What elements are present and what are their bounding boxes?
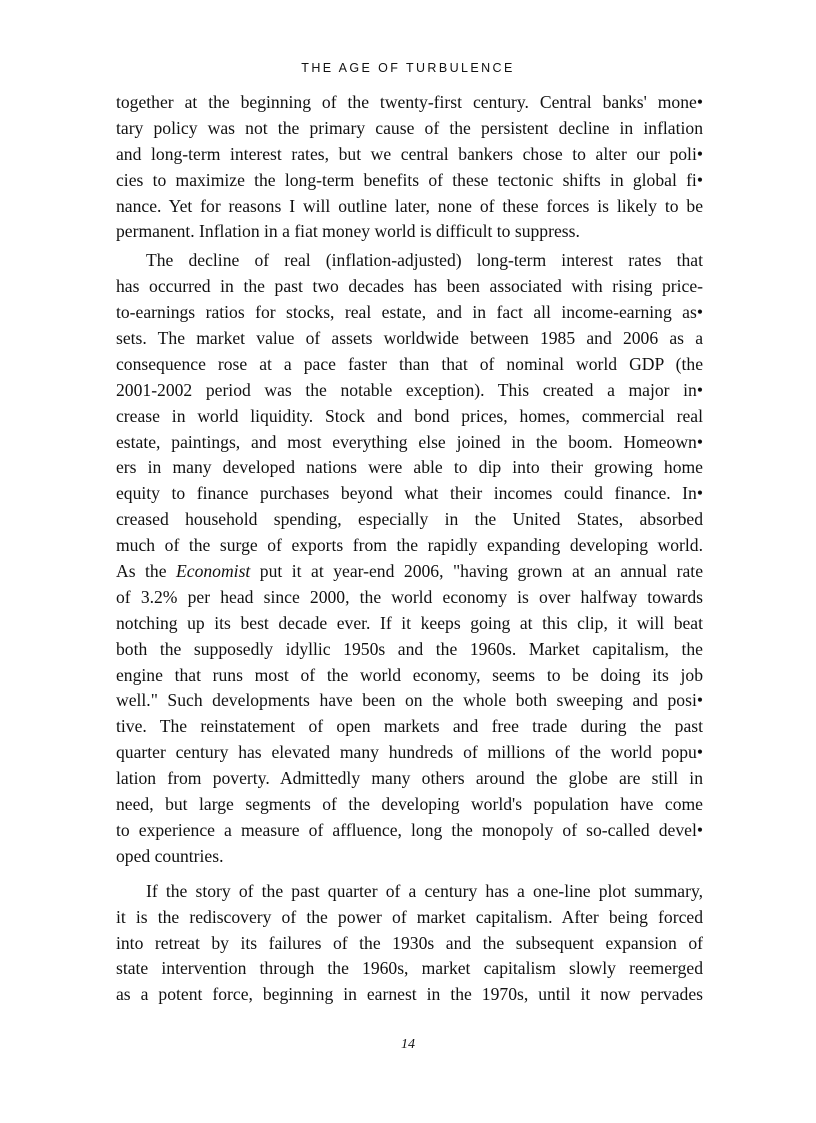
text-line: state intervention through the 1960s, market capitalism slowly reemerged (116, 958, 703, 979)
text-line: both the supposedly idyllic 1950s and the 1960s. Market capitalism, the (116, 638, 703, 659)
text-line: oped countries. (116, 845, 224, 866)
text-line: nance. Yet for reasons I will outline later, none of these forces is likely to be (116, 195, 703, 216)
running-head: THE AGE OF TURBULENCE (301, 61, 515, 75)
text-line: permanent. Inflation in a fiat money world is difficult to suppress. (116, 221, 580, 242)
text-line: has occurred in the past two decades has been associated with rising price- (116, 276, 703, 297)
text-segment: put it at year-end 2006, "having grown at an annual rate (250, 561, 703, 582)
text-line: If the story of the past quarter of a century has a one-line plot summary, (146, 880, 703, 901)
text-line: of 3.2% per head since 2000, the world economy is over halfway towards (116, 586, 703, 607)
text-line: into retreat by its failures of the 1930s and the subsequent expansion of (116, 932, 703, 953)
text-line: tary policy was not the primary cause of the persistent decline in inflation (116, 117, 703, 138)
text-line: well." Such developments have been on the whole both sweeping and posi• (116, 690, 703, 711)
text-line: estate, paintings, and most everything else joined in the boom. Homeown• (116, 431, 703, 452)
paragraph-2 (116, 248, 703, 869)
text-line: 2001-2002 period was the notable exception). This created a major in• (116, 379, 703, 400)
text-line: much of the surge of exports from the rapidly expanding developing world. (116, 535, 703, 556)
text-line: ers in many developed nations were able to dip into their growing home (116, 457, 703, 478)
text-line: need, but large segments of the developing world's population have come (116, 794, 703, 815)
text-line-with-italic (116, 559, 703, 585)
text-line: it is the rediscovery of the power of market capitalism. After being forced (116, 906, 703, 927)
text-line: equity to finance purchases beyond what their incomes could finance. In• (116, 483, 703, 504)
text-line: crease in world liquidity. Stock and bond prices, homes, commercial real (116, 405, 703, 426)
body-text (116, 90, 703, 1008)
text-line: The decline of real (inflation-adjusted) long-term interest rates that (146, 250, 703, 271)
text-line: to experience a measure of affluence, long the monopoly of so-called devel• (116, 819, 703, 840)
text-line: together at the beginning of the twenty-first century. Central banks' mone• (116, 92, 703, 112)
text-line: as a potent force, beginning in earnest in the 1970s, until it now pervades (116, 984, 703, 1005)
text-line: notching up its best decade ever. If it keeps going at this clip, it will beat (116, 612, 703, 633)
text-segment: As the (116, 561, 177, 582)
text-line: to-earnings ratios for stocks, real estate, and in fact all income-earning as• (116, 302, 703, 323)
text-line: sets. The market value of assets worldwide between 1985 and 2006 as a (116, 328, 703, 349)
italic-title: Economist (176, 561, 251, 582)
text-line: tive. The reinstatement of open markets and free trade during the past (116, 716, 703, 737)
page-number: 14 (401, 1037, 415, 1052)
text-line: lation from poverty. Admittedly many others around the globe are still in (116, 768, 703, 789)
text-line: cies to maximize the long-term benefits of these tectonic shifts in global fi• (116, 169, 703, 190)
text-line: and long-term interest rates, but we central bankers chose to alter our poli• (116, 143, 703, 164)
text-line: consequence rose at a pace faster than that of nominal world GDP (the (116, 353, 703, 374)
paragraph-3 (116, 879, 703, 1008)
text-line: engine that runs most of the world economy, seems to be doing its job (116, 664, 703, 685)
paragraph-1 (116, 90, 703, 245)
text-line: quarter century has elevated many hundreds of millions of the world popu• (116, 742, 703, 763)
text-line: creased household spending, especially in the United States, absorbed (116, 509, 703, 530)
